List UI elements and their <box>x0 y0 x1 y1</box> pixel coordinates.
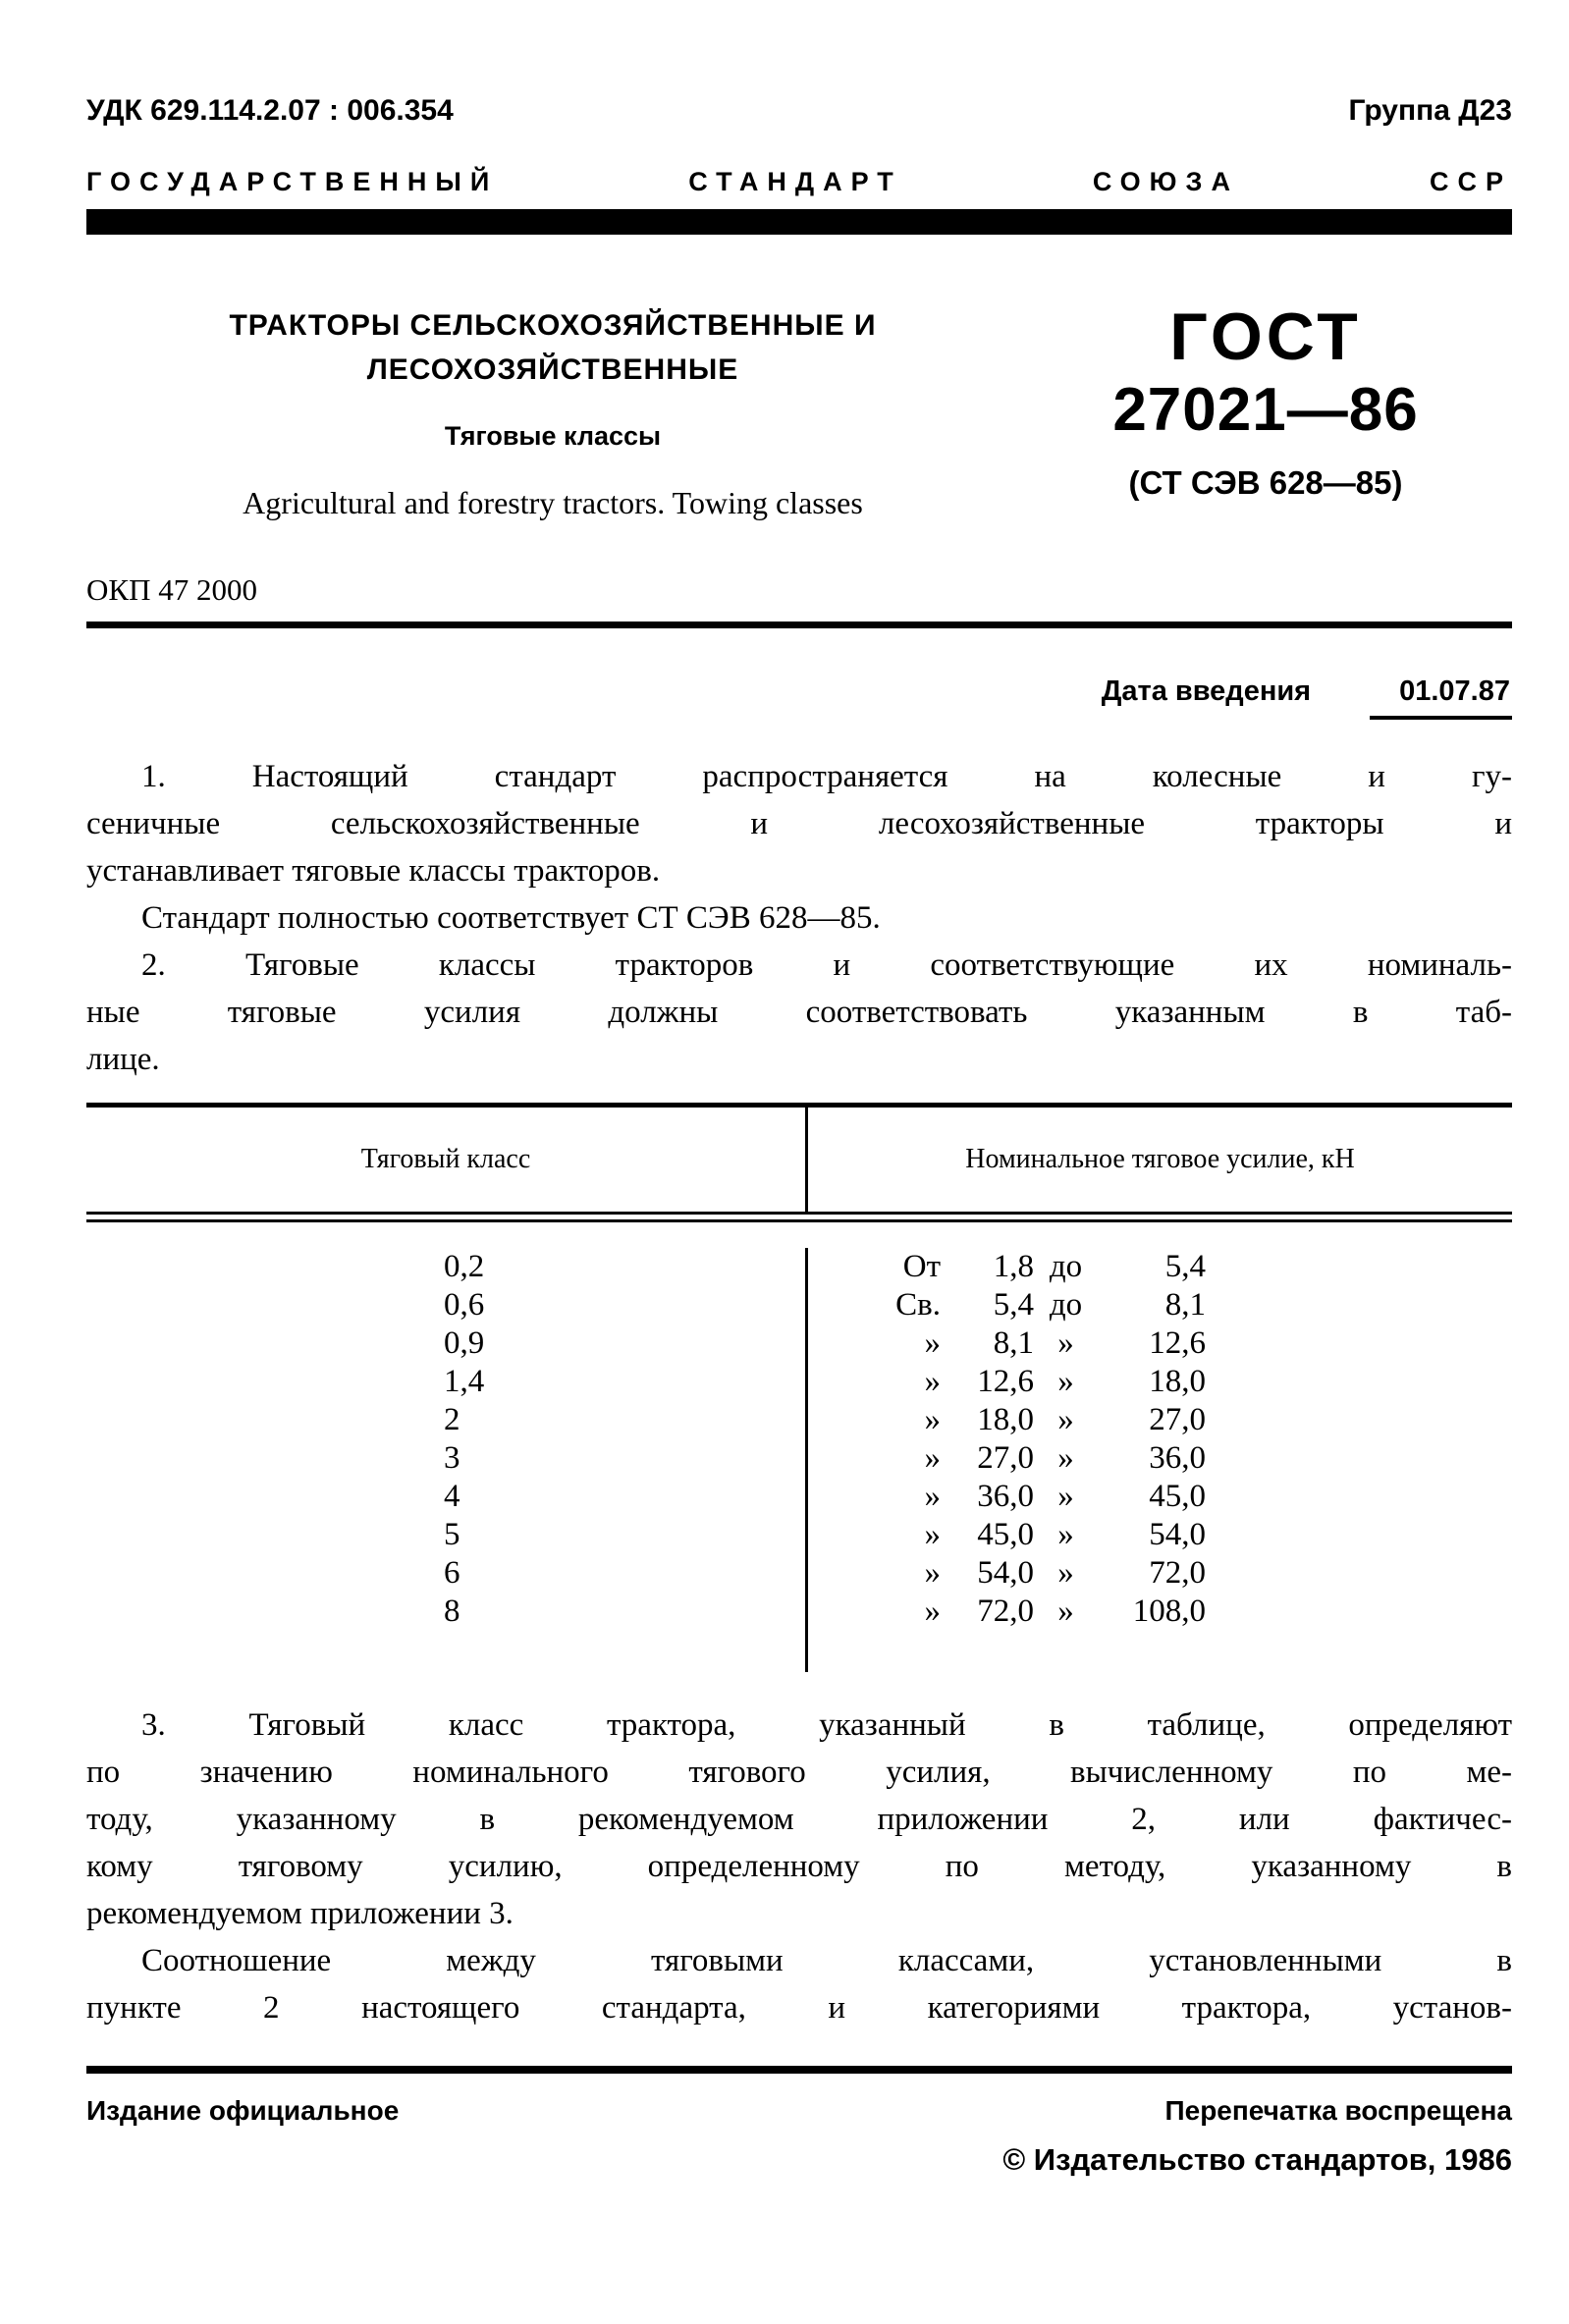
footer-rule <box>86 2066 1512 2074</box>
range-separator: до <box>1049 1287 1083 1323</box>
towing-class-value: 1,4 <box>444 1364 485 1399</box>
body-text-line: Стандарт полностью соответствует СТ СЭВ 628—85. <box>141 900 881 936</box>
towing-class-value: 8 <box>444 1594 460 1629</box>
body-text-line: тоду, указанному в рекомендуемом приложении 2, или фактичес- <box>86 1802 1512 1837</box>
range-prefix: » <box>924 1364 941 1399</box>
range-prefix: » <box>924 1402 941 1437</box>
table-row <box>86 1401 1512 1439</box>
footer-notice-row <box>86 2095 1512 2127</box>
document-title-russian <box>86 303 1019 392</box>
title-line-1: ТРАКТОРЫ СЕЛЬСКОХОЗЯЙСТВЕННЫЕ И <box>229 309 877 342</box>
gost-label: ГОСТ <box>1169 299 1362 374</box>
copyright-line: © Издательство стандартов, 1986 <box>1002 2142 1512 2177</box>
range-separator: » <box>1057 1517 1074 1552</box>
okp-code: ОКП 47 2000 <box>86 572 257 607</box>
table-row <box>86 1478 1512 1516</box>
range-prefix: » <box>924 1555 941 1591</box>
top-reference-line <box>86 94 1512 128</box>
towing-class-value: 6 <box>444 1555 460 1591</box>
body-text-line: Соотношение между тяговыми классами, установленными в <box>141 1943 1512 1978</box>
body-text-line: 3. Тяговый класс трактора, указанный в таблице, определяют <box>141 1707 1512 1743</box>
towing-class-value: 0,9 <box>444 1325 485 1361</box>
range-from: 54,0 <box>977 1555 1034 1591</box>
standard-designation-block <box>1019 299 1512 521</box>
towing-class-value: 5 <box>444 1517 460 1552</box>
range-prefix: Св. <box>895 1287 941 1323</box>
table-body <box>86 1222 1512 1672</box>
range-to: 108,0 <box>1132 1594 1206 1629</box>
range-from: 5,4 <box>993 1287 1034 1323</box>
table-row <box>86 1593 1512 1631</box>
table-row <box>86 1554 1512 1593</box>
range-separator: до <box>1049 1249 1083 1284</box>
sev-standard-reference: (СТ СЭВ 628—85) <box>1128 464 1403 501</box>
range-prefix: » <box>924 1440 941 1476</box>
table-row <box>86 1439 1512 1478</box>
body-text-line: ные тяговые усилия должны соответствовать указанным в таб- <box>86 995 1512 1030</box>
table-header-force: Номинальное тяговое усилие, кН <box>805 1108 1512 1212</box>
table-row <box>86 1248 1512 1286</box>
range-prefix: » <box>924 1594 941 1629</box>
heading-black-bar <box>86 209 1512 235</box>
introduction-date-label: Дата введения <box>1101 676 1312 707</box>
official-edition-notice: Издание официальное <box>86 2095 400 2126</box>
body-text-line: рекомендуемом приложении 3. <box>86 1896 514 1931</box>
range-separator: » <box>1057 1325 1074 1361</box>
range-from: 1,8 <box>993 1249 1034 1284</box>
towing-class-value: 0,2 <box>444 1249 485 1284</box>
range-separator: » <box>1057 1402 1074 1437</box>
body-text-line: лице. <box>86 1042 160 1077</box>
range-from: 12,6 <box>977 1364 1034 1399</box>
range-prefix: » <box>924 1479 941 1514</box>
state-standard-heading: ГОСУДАРСТВЕННЫЙ СТАНДАРТ СОЮЗА ССР <box>86 167 1512 196</box>
title-line-2: ЛЕСОХОЗЯЙСТВЕННЫЕ <box>366 353 739 386</box>
group-code: Группа Д23 <box>1348 94 1512 127</box>
table-row <box>86 1324 1512 1363</box>
range-from: 27,0 <box>977 1440 1034 1476</box>
table-row <box>86 1286 1512 1324</box>
body-text-line: 2. Тяговые классы тракторов и соответствующие их номиналь- <box>141 947 1512 983</box>
table-row <box>86 1516 1512 1554</box>
title-left-column <box>86 303 1019 521</box>
introduction-date-line <box>86 676 1512 720</box>
range-separator: » <box>1057 1440 1074 1476</box>
range-separator: » <box>1057 1594 1074 1629</box>
udk-code: УДК 629.114.2.07 : 006.354 <box>86 94 454 127</box>
horizontal-rule-top <box>86 622 1512 628</box>
range-from: 8,1 <box>993 1325 1034 1361</box>
towing-class-table <box>86 1103 1512 1672</box>
document-subtitle: Тяговые классы <box>444 421 662 451</box>
range-from: 18,0 <box>977 1402 1034 1437</box>
range-separator: » <box>1057 1364 1074 1399</box>
towing-class-value: 4 <box>444 1479 460 1514</box>
body-text-before-table <box>86 753 1512 1083</box>
range-from: 45,0 <box>977 1517 1034 1552</box>
range-separator: » <box>1057 1479 1074 1514</box>
body-text-line: устанавливает тяговые классы тракторов. <box>86 853 661 889</box>
range-prefix: От <box>902 1249 941 1284</box>
towing-class-value: 2 <box>444 1402 460 1437</box>
body-text-line: 1. Настоящий стандарт распространяется на колесные и гу- <box>141 759 1512 794</box>
table-row <box>86 1363 1512 1401</box>
table-header-double-rule <box>86 1212 1512 1222</box>
range-prefix: » <box>924 1325 941 1361</box>
towing-class-value: 3 <box>444 1440 460 1476</box>
body-text-line: пункте 2 настоящего стандарта, и категориями трактора, установ- <box>86 1990 1512 2026</box>
table-header-row <box>86 1108 1512 1212</box>
range-to: 36,0 <box>1149 1440 1206 1476</box>
body-text-after-table <box>86 1702 1512 2031</box>
range-from: 72,0 <box>977 1594 1034 1629</box>
range-to: 5,4 <box>1164 1249 1206 1284</box>
document-title-english: Agricultural and forestry tractors. Towing classes <box>243 485 863 520</box>
range-to: 72,0 <box>1149 1555 1206 1591</box>
range-from: 36,0 <box>977 1479 1034 1514</box>
range-to: 45,0 <box>1149 1479 1206 1514</box>
range-separator: » <box>1057 1555 1074 1591</box>
range-prefix: » <box>924 1517 941 1552</box>
table-divider-extension <box>86 1631 1512 1672</box>
range-to: 27,0 <box>1149 1402 1206 1437</box>
range-to: 54,0 <box>1149 1517 1206 1552</box>
page-footer <box>86 2066 1512 2178</box>
range-to: 8,1 <box>1164 1287 1206 1323</box>
range-to: 18,0 <box>1149 1364 1206 1399</box>
reprint-prohibited-notice: Перепечатка воспрещена <box>1164 2095 1512 2126</box>
body-text-line: по значению номинального тягового усилия, вычисленному по ме- <box>86 1755 1512 1790</box>
towing-class-value: 0,6 <box>444 1287 485 1323</box>
gost-number: 27021—86 <box>1112 376 1419 444</box>
title-block <box>86 299 1512 521</box>
table-header-class: Тяговый класс <box>360 1144 531 1174</box>
body-text-line: сеничные сельскохозяйственные и лесохозяйственные тракторы и <box>86 806 1512 841</box>
body-text-line: кому тяговому усилию, определенному по методу, указанному в <box>86 1849 1512 1884</box>
range-to: 12,6 <box>1149 1325 1206 1361</box>
introduction-date-value: 01.07.87 <box>1370 676 1512 720</box>
